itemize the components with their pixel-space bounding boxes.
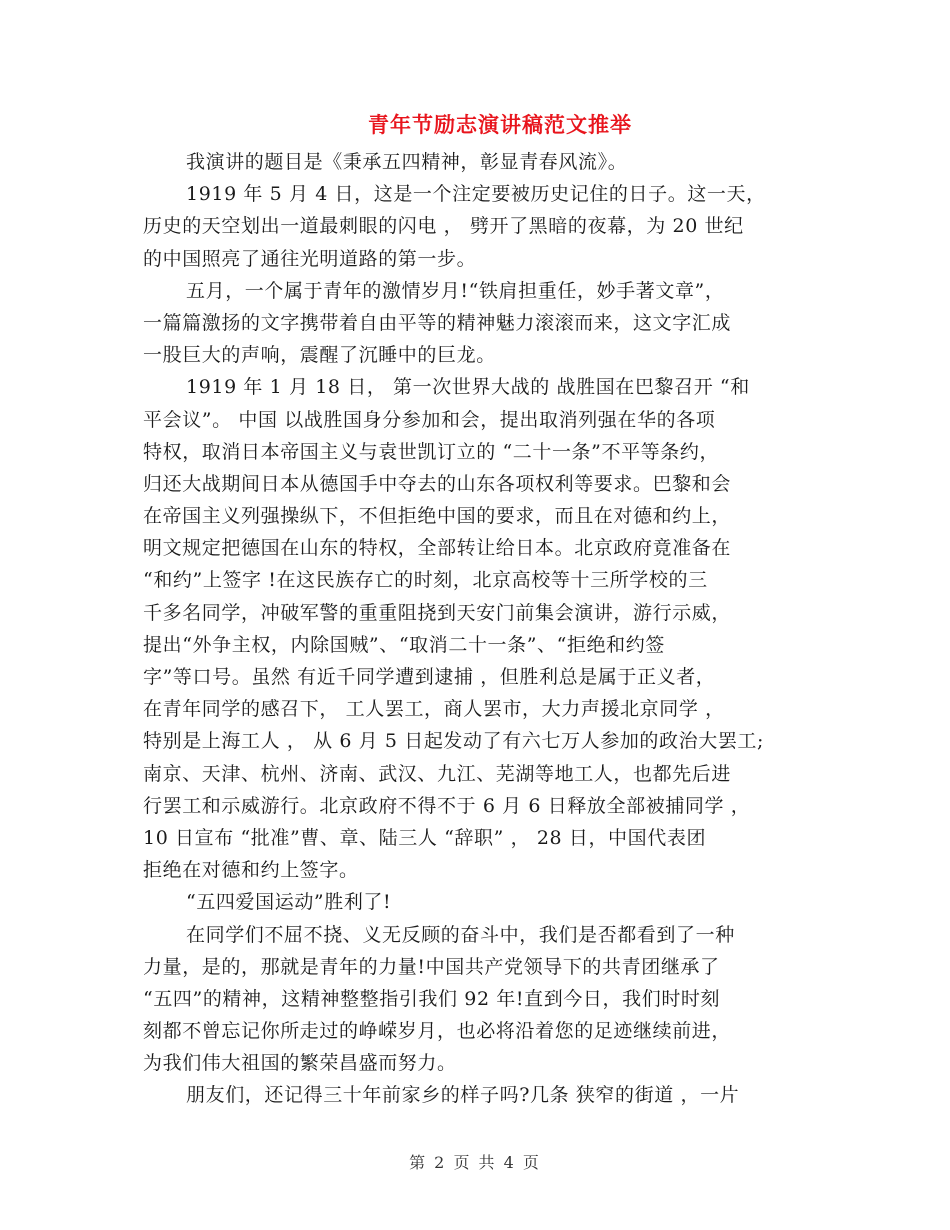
text-line: 南京、天津、杭州、济南、武汉、九江、芜湖等地工人，也都先后进 <box>143 762 732 785</box>
text-line: 1919 年 1 月 18 日， 第一次世界大战的 战胜国在巴黎召开 “和 <box>186 376 750 399</box>
text-line: 一股巨大的声响，震醒了沉睡中的巨龙。 <box>143 344 496 367</box>
document-body <box>143 146 833 1112</box>
text-line: “五四”的精神，这精神整整指引我们 92 年!直到今日，我们时时刻 <box>143 987 721 1010</box>
text-line: 力量，是的，那就是青年的力量!中国共产党领导下的共青团继承了 <box>143 955 720 978</box>
text-line: 千多名同学，冲破军警的重重阻挠到天安门前集会演讲，游行示威， <box>143 601 732 624</box>
text-line: “五四爱国运动”胜利了! <box>186 891 392 914</box>
text-line: 特别是上海工人 ， 从 6 月 5 日起发动了有六七万人参加的政治大罢工; <box>143 730 765 753</box>
text-line: 历史的天空划出一道最刺眼的闪电 ， 劈开了黑暗的夜幕，为 20 世纪 <box>143 215 744 238</box>
text-line: 行罢工和示威游行。北京政府不得不于 6 月 6 日释放全部被捕同学 ， <box>143 794 751 817</box>
text-line: 1919 年 5 月 4 日，这是一个注定要被历史记住的日子。这一天， <box>186 183 766 206</box>
text-line: “和约”上签字 !在这民族存亡的时刻，北京高校等十三所学校的三 <box>143 569 708 592</box>
text-line: 字”等口号。虽然 有近千同学遭到逮捕 ，但胜利总是属于正义者， <box>143 666 716 688</box>
text-line: 为我们伟大祖国的繁荣昌盛而努力。 <box>143 1052 457 1075</box>
text-line: 在同学们不屈不挠、义无反顾的奋斗中，我们是否都看到了一种 <box>186 923 735 946</box>
text-line: 五月，一个属于青年的激情岁月!“铁肩担重任，妙手著文章”， <box>186 279 725 302</box>
text-line: 提出“外争主权，内除国贼”、“取消二十一条”、“拒绝和约签 <box>143 633 665 656</box>
page-number: 第 2 页 共 4 页 <box>409 1153 541 1172</box>
text-line: 朋友们，还记得三十年前家乡的样子吗?几条 狭窄的街道 ，一片 <box>186 1084 740 1107</box>
text-line: 平会议”。 中国 以战胜国身分参加和会，提出取消列强在华的各项 <box>143 408 716 431</box>
text-line: 的中国照亮了通往光明道路的第一步。 <box>143 247 477 270</box>
text-line: 在青年同学的感召下， 工人罢工，商人罢市，大力声援北京同学 ， <box>143 698 725 721</box>
text-line: 归还大战期间日本从德国手中夺去的山东各项权利等要求。巴黎和会 <box>143 472 732 495</box>
text-line: 明文规定把德国在山东的特权，全部转让给日本。北京政府竟准备在 <box>143 537 732 560</box>
text-line: 拒绝在对德和约上签字。 <box>143 859 359 882</box>
document-title: 青年节励志演讲稿范文推举 <box>368 112 632 137</box>
text-line: 特权，取消日本帝国主义与袁世凯订立的 “二十一条”不平等条约， <box>143 440 720 463</box>
text-line: 在帝国主义列强操纵下，不但拒绝中国的要求，而且在对德和约上， <box>143 505 732 528</box>
text-line: 10 日宣布 “批准”曹、章、陆三人 “辞职” ， 28 日，中国代表团 <box>143 826 707 849</box>
text-line: 刻都不曾忘记你所走过的峥嵘岁月，也必将沿着您的足迹继续前进， <box>143 1020 732 1043</box>
text-line: 我演讲的题目是《秉承五四精神，彰显青春风流》。 <box>186 151 628 173</box>
text-line: 一篇篇激扬的文字携带着自由平等的精神魅力滚滚而来，这文字汇成 <box>143 311 732 334</box>
